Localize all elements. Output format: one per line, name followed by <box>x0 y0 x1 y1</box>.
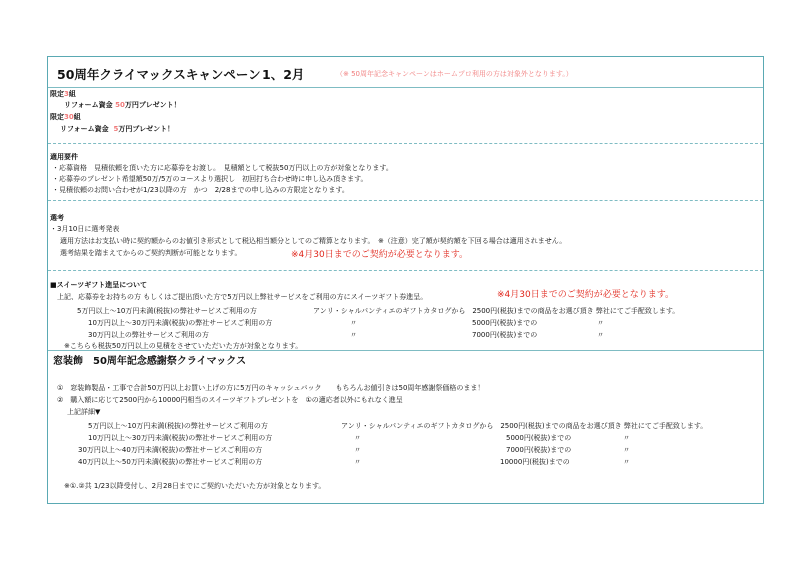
prize-amount: 50 <box>115 101 125 109</box>
window-row-amount: 5000円(税抜)までの <box>506 434 572 442</box>
window-footnote: ※①.②共 1/23以降受付し、2月28日までにご契約いただいた方が対象となります。 <box>64 482 326 490</box>
flyer-frame <box>47 56 764 504</box>
prize-suffix: 万円プレゼント！ <box>124 101 181 109</box>
limit-suffix: 組 <box>73 113 81 121</box>
limit-30-label <box>50 113 81 122</box>
window-row-ditto: 〃 <box>354 458 361 466</box>
section-divider <box>48 350 763 351</box>
sweets-row-ditto: 〃 <box>597 331 604 339</box>
sweets-row-amount: 5000円(税抜)までの <box>472 319 538 327</box>
window-row-condition: 40万円以上～50万円未満(税抜)の弊社サービスご利用の方 <box>78 458 263 466</box>
window-item-1: ① 窓装飾製品・工事で合計50万円以上お買い上げの方に5万円のキャッシュバック もちろんお値引きは50周年感謝祭価格のまま！ <box>57 384 485 392</box>
window-row-condition: 30万円以上～40万円未満(税抜)の弊社サービスご利用の方 <box>78 446 263 454</box>
window-detail-heading: 上記詳細▼ <box>67 408 101 416</box>
header-divider <box>48 87 763 88</box>
selection-deadline-note: ※4月30日までのご契約が必要となります。 <box>291 250 469 260</box>
window-row-ditto: 〃 <box>354 434 361 442</box>
limit-count: 3 <box>64 90 69 98</box>
campaign-months: 1、2月 <box>262 67 305 82</box>
sweets-deadline-note: ※4月30日までのご契約が必要となります。 <box>497 290 675 300</box>
window-row-amount: 10000円(税抜)までの <box>500 458 570 466</box>
sweets-row-gift: アンリ・シャルパンティエのギフトカタログから 2500円(税抜)までの商品をお選び頂き 弊社にてご手配致します。 <box>313 307 680 315</box>
requirements-heading: 適用要件 <box>50 153 78 161</box>
window-row-ditto: 〃 <box>623 434 630 442</box>
selection-heading: 選考 <box>50 214 64 222</box>
sweets-intro: 上記、応募券をお持ちの方 もしくはご提出頂いた方で5万円以上弊社サービスをご利用の方にスイーツギフト券進呈。 <box>57 293 428 301</box>
requirement-line: ・応募資格 見積依頼を頂いた方に応募券をお渡し。 見積額として税抜50万円以上の方が対象となります。 <box>52 164 393 172</box>
window-row-amount: 7000円(税抜)までの <box>506 446 572 454</box>
limit-suffix: 組 <box>68 90 76 98</box>
sweets-row-amount: 7000円(税抜)までの <box>472 331 538 339</box>
sweets-row-ditto: 〃 <box>350 331 357 339</box>
window-row-ditto: 〃 <box>623 458 630 466</box>
sweets-heading: ■スイーツギフト進呈について <box>50 281 148 289</box>
limit-prefix: 限定 <box>50 113 64 121</box>
campaign-exclusion-note: （※ 50周年記念キャンペーンはホームプロ利用の方は対象外となります。） <box>336 70 573 78</box>
window-row-condition: 5万円以上～10万円未満(税抜)の弊社サービスご利用の方 <box>88 422 268 430</box>
requirement-line: ・見積依頼のお問い合わせが1/23以降の方 かつ 2/28までの申し込みの方限定となります。 <box>52 186 349 194</box>
sweets-row-condition: 5万円以上～10万円未満(税抜)の弊社サービスご利用の方 <box>77 307 257 315</box>
campaign-title: 50周年クライマックスキャンペーン <box>57 67 261 82</box>
divider-2 <box>48 200 763 201</box>
window-item-2: ② 購入額に応じて2500円から10000円相当のスイーツギフトプレゼントを ①の適応者以外にもれなく進呈 <box>57 396 403 404</box>
limit-prefix: 限定 <box>50 90 64 98</box>
window-row-ditto: 〃 <box>354 446 361 454</box>
limit-3-prize <box>64 101 181 110</box>
prize-label: リフォーム資金 <box>64 101 113 109</box>
prize-amount: 5 <box>113 125 119 133</box>
selection-line: 選考結果を踏まえてからのご契約判断が可能となります。 <box>60 249 242 257</box>
divider-1 <box>48 143 763 144</box>
sweets-row-ditto: 〃 <box>350 319 357 327</box>
requirement-line: ・応募券のプレゼント希望額50万/5万のコースより選択し 初回打ち合わせ時に申し込み頂きます。 <box>52 175 368 183</box>
prize-suffix: 万円プレゼント！ <box>118 125 175 133</box>
window-row-ditto: 〃 <box>623 446 630 454</box>
sweets-row-condition: 30万円以上の弊社サービスご利用の方 <box>88 331 209 339</box>
selection-line: 適用方法はお支払い時に契約額からのお値引き形式として税込相当額分としてのご精算となります。 ※（注意）完了額が契約額を下回る場合は適用されません。 <box>60 237 567 245</box>
divider-3 <box>48 270 763 271</box>
sweets-footnote: ※こちらも税抜50万円以上の見積をさせていただいた方が対象となります。 <box>64 342 303 350</box>
window-section-title: 窓装飾 50周年記念感謝祭クライマックス <box>53 356 247 367</box>
limit-3-label <box>50 90 76 99</box>
limit-30-prize <box>60 125 174 134</box>
prize-label: リフォーム資金 <box>60 125 109 133</box>
sweets-row-ditto: 〃 <box>597 319 604 327</box>
sweets-row-condition: 10万円以上～30万円未満(税抜)の弊社サービスご利用の方 <box>88 319 273 327</box>
selection-line: ・3月10日に選考発表 <box>50 225 120 233</box>
window-row-condition: 10万円以上～30万円未満(税抜)の弊社サービスご利用の方 <box>88 434 273 442</box>
limit-count: 30 <box>64 113 74 121</box>
window-row-gift: アンリ・シャルパンティエのギフトカタログから 2500円(税抜)までの商品をお選び頂き 弊社にてご手配致します。 <box>341 422 708 430</box>
